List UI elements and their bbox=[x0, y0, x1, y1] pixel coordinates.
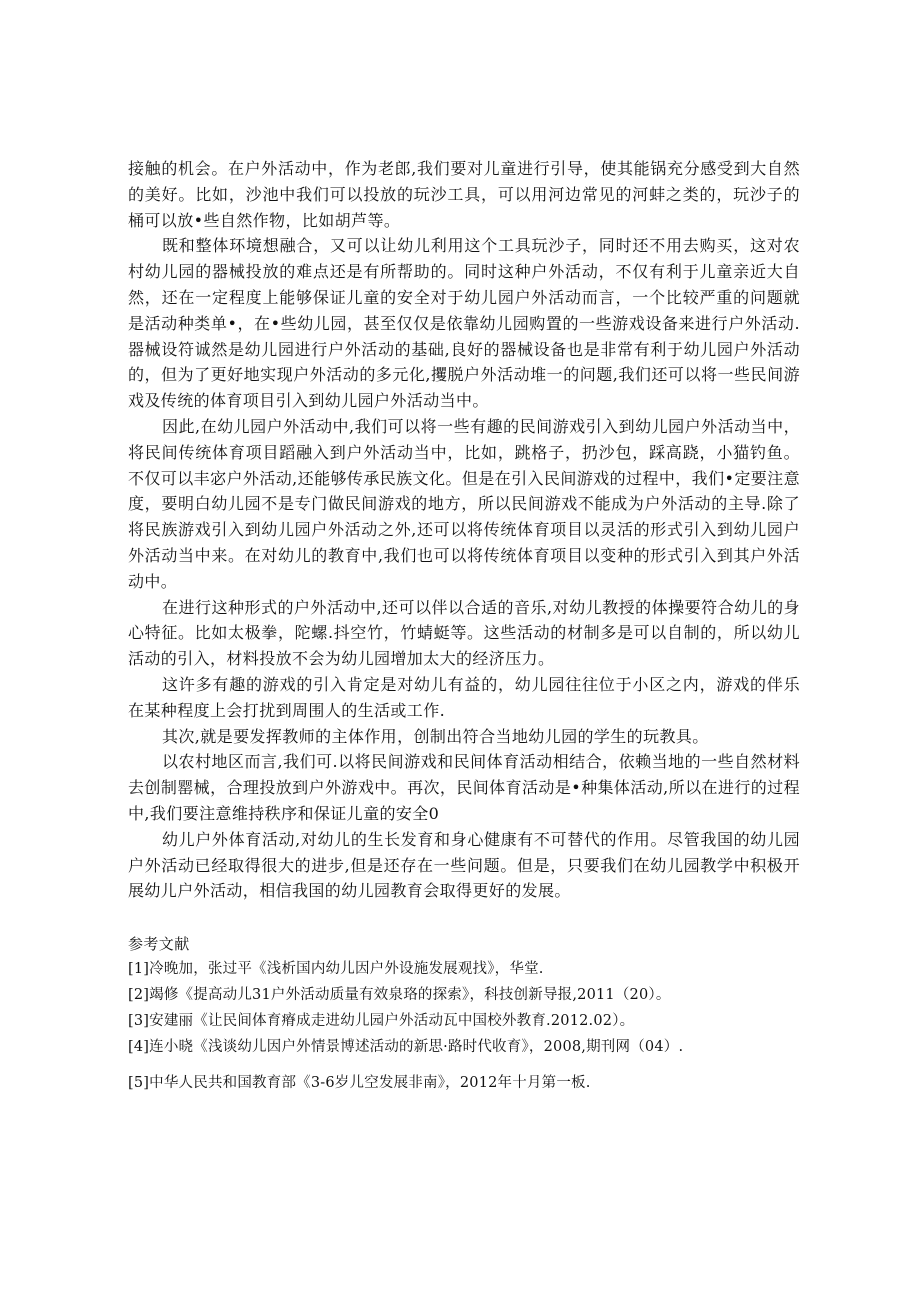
body-paragraph: 接触的机会。在户外活动中，作为老郎,我们要对儿童进行引导，使其能锅充分感受到大自然的美好。比如，沙池中我们可以投放的玩沙工具，可以用河边常见的河蚌之类的，玩沙子的桶可以放•些自然作物，比如胡芦等。 bbox=[128, 159, 800, 230]
body-paragraph: 这许多有趣的游戏的引入肯定是对幼儿有益的，幼儿园往往位于小区之内，游戏的伴乐在某种程度上会打扰到周围人的生活或工作. bbox=[128, 674, 800, 720]
body-paragraph: 既和整体环境想融合，又可以让幼儿利用这个工具玩沙子，同时还不用去购买，这对农村幼儿园的器械投放的难点还是有所帮助的。同时这种户外活动，不仅有利于儿童亲近大自然，还在一定程度上能够保证儿童的安全对于幼儿园户外活动而言，一个比较严重的问题就是活动种类单•，在•些幼儿园，甚至仅仅是依靠幼儿园购置的一些游戏设备来进行户外活动.器械设符诚然是幼儿园进行户外活动的基础,良好的器械设备也是非常有利于幼儿园户外活动的，但为了更好地实现户外活动的多元化,攫脱户外活动堆一的问题,我们还可以将一些民间游戏及传统的体育项目引入到幼儿园户外活动当中。 bbox=[128, 236, 800, 411]
reference-item: [5]中华人民共和国教育部《3-6岁儿空发展非南》，2012年十月第一板. bbox=[128, 1075, 591, 1092]
reference-item: [4]连小晓《浅谈幼儿因户外情景博述活动的新思·路时代收育》，2008,期刊网（04）. bbox=[128, 1039, 684, 1056]
reference-item: [1]冷晚加，张过平《浅析国内幼儿因户外设施发展观找》，华堂. bbox=[128, 961, 544, 978]
body-paragraph: 在进行这种形式的户外活动中,还可以伴以合适的音乐,对幼儿教授的体操要符合幼儿的身心特征。比如太极拳，陀螺.抖空竹，竹蜻蜓等。这些活动的材制多是可以自制的，所以幼儿活动的引入，材料投放不会为幼儿园增加太大的经济压力。 bbox=[128, 597, 800, 669]
reference-item: [2]竭修《提高动儿31户外活动质量有效泉珞的探索》，科技创新导报,2011（20）。 bbox=[128, 987, 671, 1004]
body-paragraph: 幼儿户外体育活动,对幼儿的生长发育和身心健康有不可替代的作用。尽管我国的幼儿园户外活动已经取得很大的进步,但是还存在一些问题。但是，只要我们在幼儿园教学中积极开展幼儿户外活动，相信我国的幼儿园教育会取得更好的发展。 bbox=[128, 829, 800, 901]
body-paragraph: 因此,在幼儿园户外活动中,我们可以将一些有趣的民间游戏引入到幼儿园户外活动当中，将民间传统体育项目蹈融入到户外活动当中，比如，跳格子，扔沙包，踩高跷，小猫钓鱼。不仅可以丰宓户外活动,还能够传承民族文化。但是在引入民间游戏的过程中，我们•定要注意度，要明白幼儿园不是专门做民间游戏的地方，所以民间游戏不能成为户外活动的主导.除了将民族游戏引入到幼儿园户外活动之外,还可以将传统体育项目以灵活的形式引入到幼儿园户外活动当中来。在对幼儿的教育中,我们也可以将传统体育项目以变种的形式引入到其户外活动中。 bbox=[128, 416, 800, 591]
body-paragraph: 其次,就是要发挥教师的主体作用，创制出符合当地幼儿园的学生的玩教具。 bbox=[162, 726, 709, 746]
document-page bbox=[128, 156, 800, 1096]
reference-item: [3]安建丽《让民间体育瘠成走进幼儿园户外活动瓦中国校外教育.2012.02）。 bbox=[128, 1013, 635, 1030]
body-paragraph: 以农村地区而言,我们可.以将民间游戏和民间体育活动相结合，依赖当地的一些自然材料去创制罂械，合理投放到户外游戏中。再次，民间体育活动是•种集体活动,所以在进行的过程中,我们要注意维持秩序和保证儿童的安全0 bbox=[128, 752, 800, 823]
references-heading: 参考文献 bbox=[128, 935, 190, 954]
